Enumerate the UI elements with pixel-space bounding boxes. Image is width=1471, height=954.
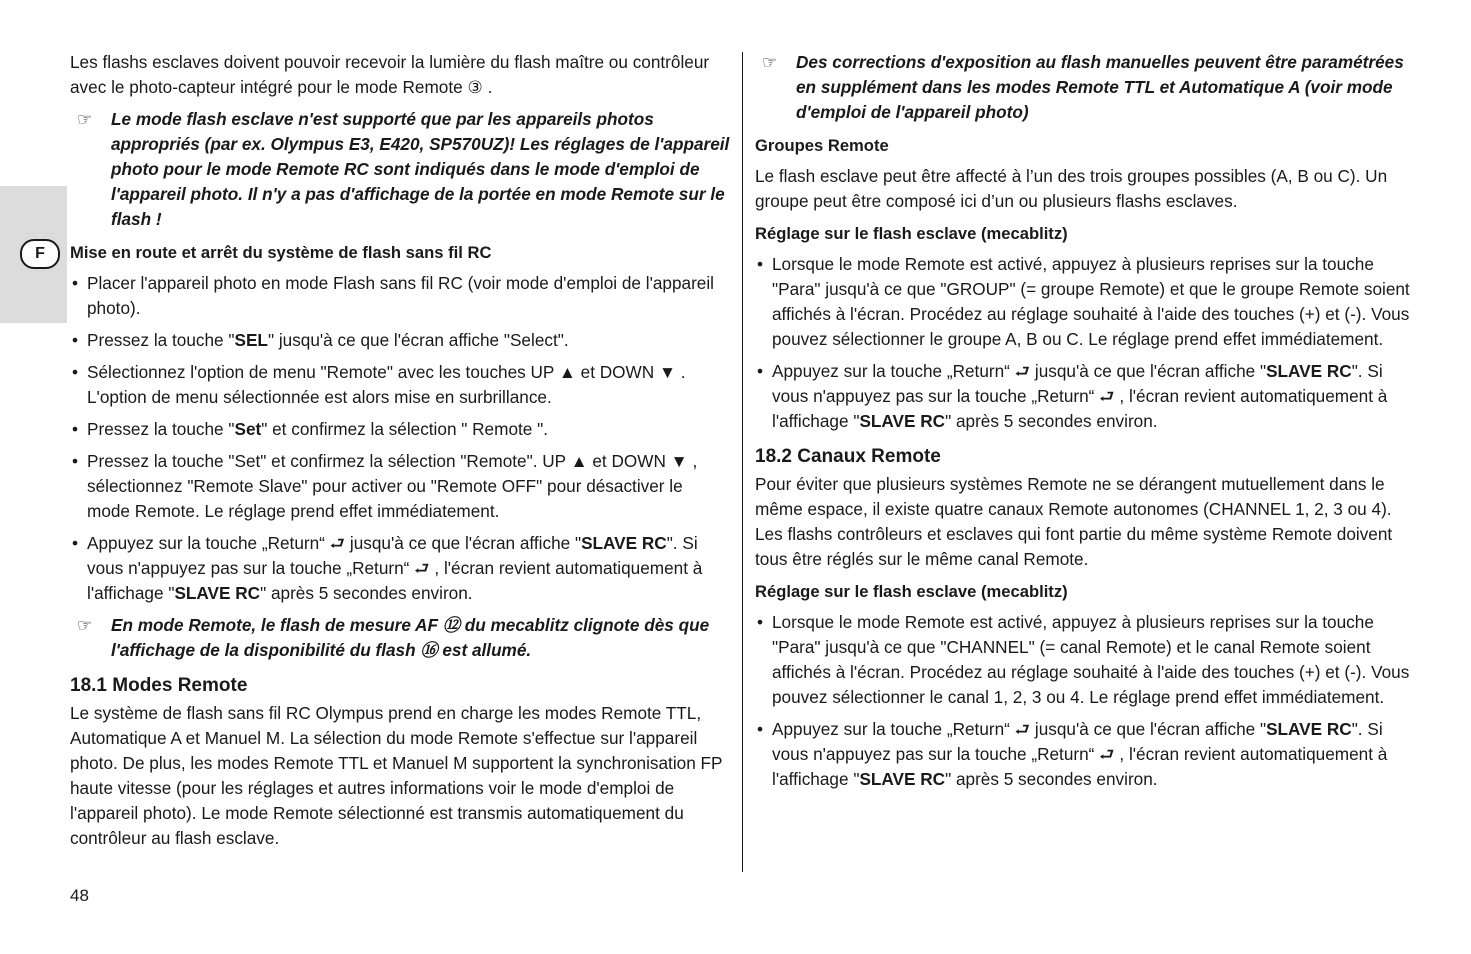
list-item: • Placer l'appareil photo en mode Flash sans fil RC (voir mode d'emploi de l'appareil photo). [70,271,730,321]
section-paragraph-channels: Pour éviter que plusieurs systèmes Remote ne se dérangent mutuellement dans le même espace, il existe quatre canaux Remote autonomes (CHANNEL 1, 2, 3 ou 4). Les flashs contrôleurs et esclaves qui font partie du même système Remote doivent tous être réglés sur le même canal Remote. [755,474,1393,569]
channels-steps-list [755,610,1417,792]
list-item: • Appuyez sur la touche „Return“ ⮐ jusqu'à ce que l'écran affiche "SLAVE RC". Si vous n'appuyez pas sur la touche „Return“ ⮐ , l'écran revient automatiquement à l'affichage "SLAVE RC" après 5 secondes environ. [70,531,730,606]
list-item: • Sélectionnez l'option de menu "Remote" avec les touches UP ▲ et DOWN ▼ . L'option de menu sélectionnée est alors mise en surbrillance. [70,360,730,410]
subheading-startup: Mise en route et arrêt du système de flash sans fil RC [70,243,492,262]
note-text: En mode Remote, le flash de mesure AF ⑫ du mecablitz clignote dès que l'affichage de la disponibilité du flash ⑯ est allumé. [111,615,710,660]
list-item: • Appuyez sur la touche „Return“ ⮐ jusqu'à ce que l'écran affiche "SLAVE RC". Si vous n'appuyez pas sur la touche „Return“ ⮐ , l'écran revient automatiquement à l'affichage "SLAVE RC" après 5 secondes environ. [755,359,1417,434]
page-number: 48 [70,886,89,905]
note-af-flash [70,613,730,663]
list-item: • Pressez la touche "Set" et confirmez la sélection "Remote". UP ▲ et DOWN ▼ , sélectionnez "Remote Slave" pour activer ou "Remote OFF" pour désactiver le mode Remote. Le réglage prend effet immédiatement. [70,449,730,524]
column-divider [742,52,743,872]
list-item: • Lorsque le mode Remote est activé, appuyez à plusieurs reprises sur la touche "Para" jusqu'à ce que "CHANNEL" (= canal Remote) et le canal Remote soient affichés à l'écran. Procédez au réglage souhaité à l'aide des touches (+) et (-). Vous pouvez sélectionner le canal 1, 2, 3 ou 4. Le réglage prend effet immédiatement. [755,610,1417,710]
list-item: • Pressez la touche "Set" et confirmez la sélection " Remote ". [70,417,730,442]
section-title-modes: 18.1 Modes Remote [70,675,248,696]
groups-paragraph: Le flash esclave peut être affecté à l’un des trois groupes possibles (A, B ou C). Un groupe peut être composé ici d’un ou plusieurs flashs esclaves. [755,166,1388,211]
subheading-groups: Groupes Remote [755,136,889,155]
list-item: • Appuyez sur la touche „Return“ ⮐ jusqu'à ce que l'écran affiche "SLAVE RC". Si vous n'appuyez pas sur la touche „Return“ ⮐ , l'écran revient automatiquement à l'affichage "SLAVE RC" après 5 secondes environ. [755,717,1417,792]
list-item: • Pressez la touche "SEL" jusqu'à ce que l'écran affiche "Select". [70,328,730,353]
pointing-hand-icon: ☞ [77,110,93,129]
startup-steps-list [70,271,730,606]
section-paragraph-modes: Le système de flash sans fil RC Olympus prend en charge les modes Remote TTL, Automatique A et Manuel M. La sélection du mode Remote s'effectue sur l'appareil photo. De plus, les modes Remote TTL et Manuel M supportent la synchronisation FP haute vitesse (pour les réglages et autres informations voir le mode d'emploi de l'appareil photo). Le mode Remote sélectionné est transmis automatiquement du contrôleur au flash esclave. [70,703,723,848]
note-text: Le mode flash esclave n'est supporté que par les appareils photos appropriés (par ex. Olympus E3, E420, SP570UZ)! Les réglages de l'appareil photo pour le mode Remote RC sont indiqués dans le mode d'emploi de l'appareil photo. Il n'y a pas d'affichage de la portée en mode Remote sur le flash ! [111,109,730,229]
section-title-channels: 18.2 Canaux Remote [755,446,941,467]
list-item: • Lorsque le mode Remote est activé, appuyez à plusieurs reprises sur la touche "Para" jusqu'à ce que "GROUP" (= groupe Remote) et que le groupe Remote soient affichés à l'écran. Procédez au réglage souhaité à l'aide des touches (+) et (-). Vous pouvez sélectionner le groupe A, B ou C. Le réglage prend effet immédiatement. [755,252,1417,352]
left-column [70,50,730,858]
note-text: Des corrections d'exposition au flash manuelles peuvent être paramétrées en supplément dans les modes Remote TTL et Automatique A (voir mode d'emploi de l'appareil photo) [796,52,1404,122]
intro-paragraph: Les flashs esclaves doivent pouvoir recevoir la lumière du flash maître ou contrôleur avec le photo-capteur intégré pour le mode Remote ③ . [70,52,710,97]
note-slave-support [70,107,730,232]
subheading-slave-setting: Réglage sur le flash esclave (mecablitz) [755,224,1068,243]
subheading-slave-setting-channels: Réglage sur le flash esclave (mecablitz) [755,582,1068,601]
pointing-hand-icon: ☞ [77,616,93,635]
groups-steps-list [755,252,1417,434]
language-tab-letter: F [20,239,60,269]
right-column [755,50,1417,799]
note-exposure-correction [755,50,1417,125]
pointing-hand-icon: ☞ [762,53,778,72]
